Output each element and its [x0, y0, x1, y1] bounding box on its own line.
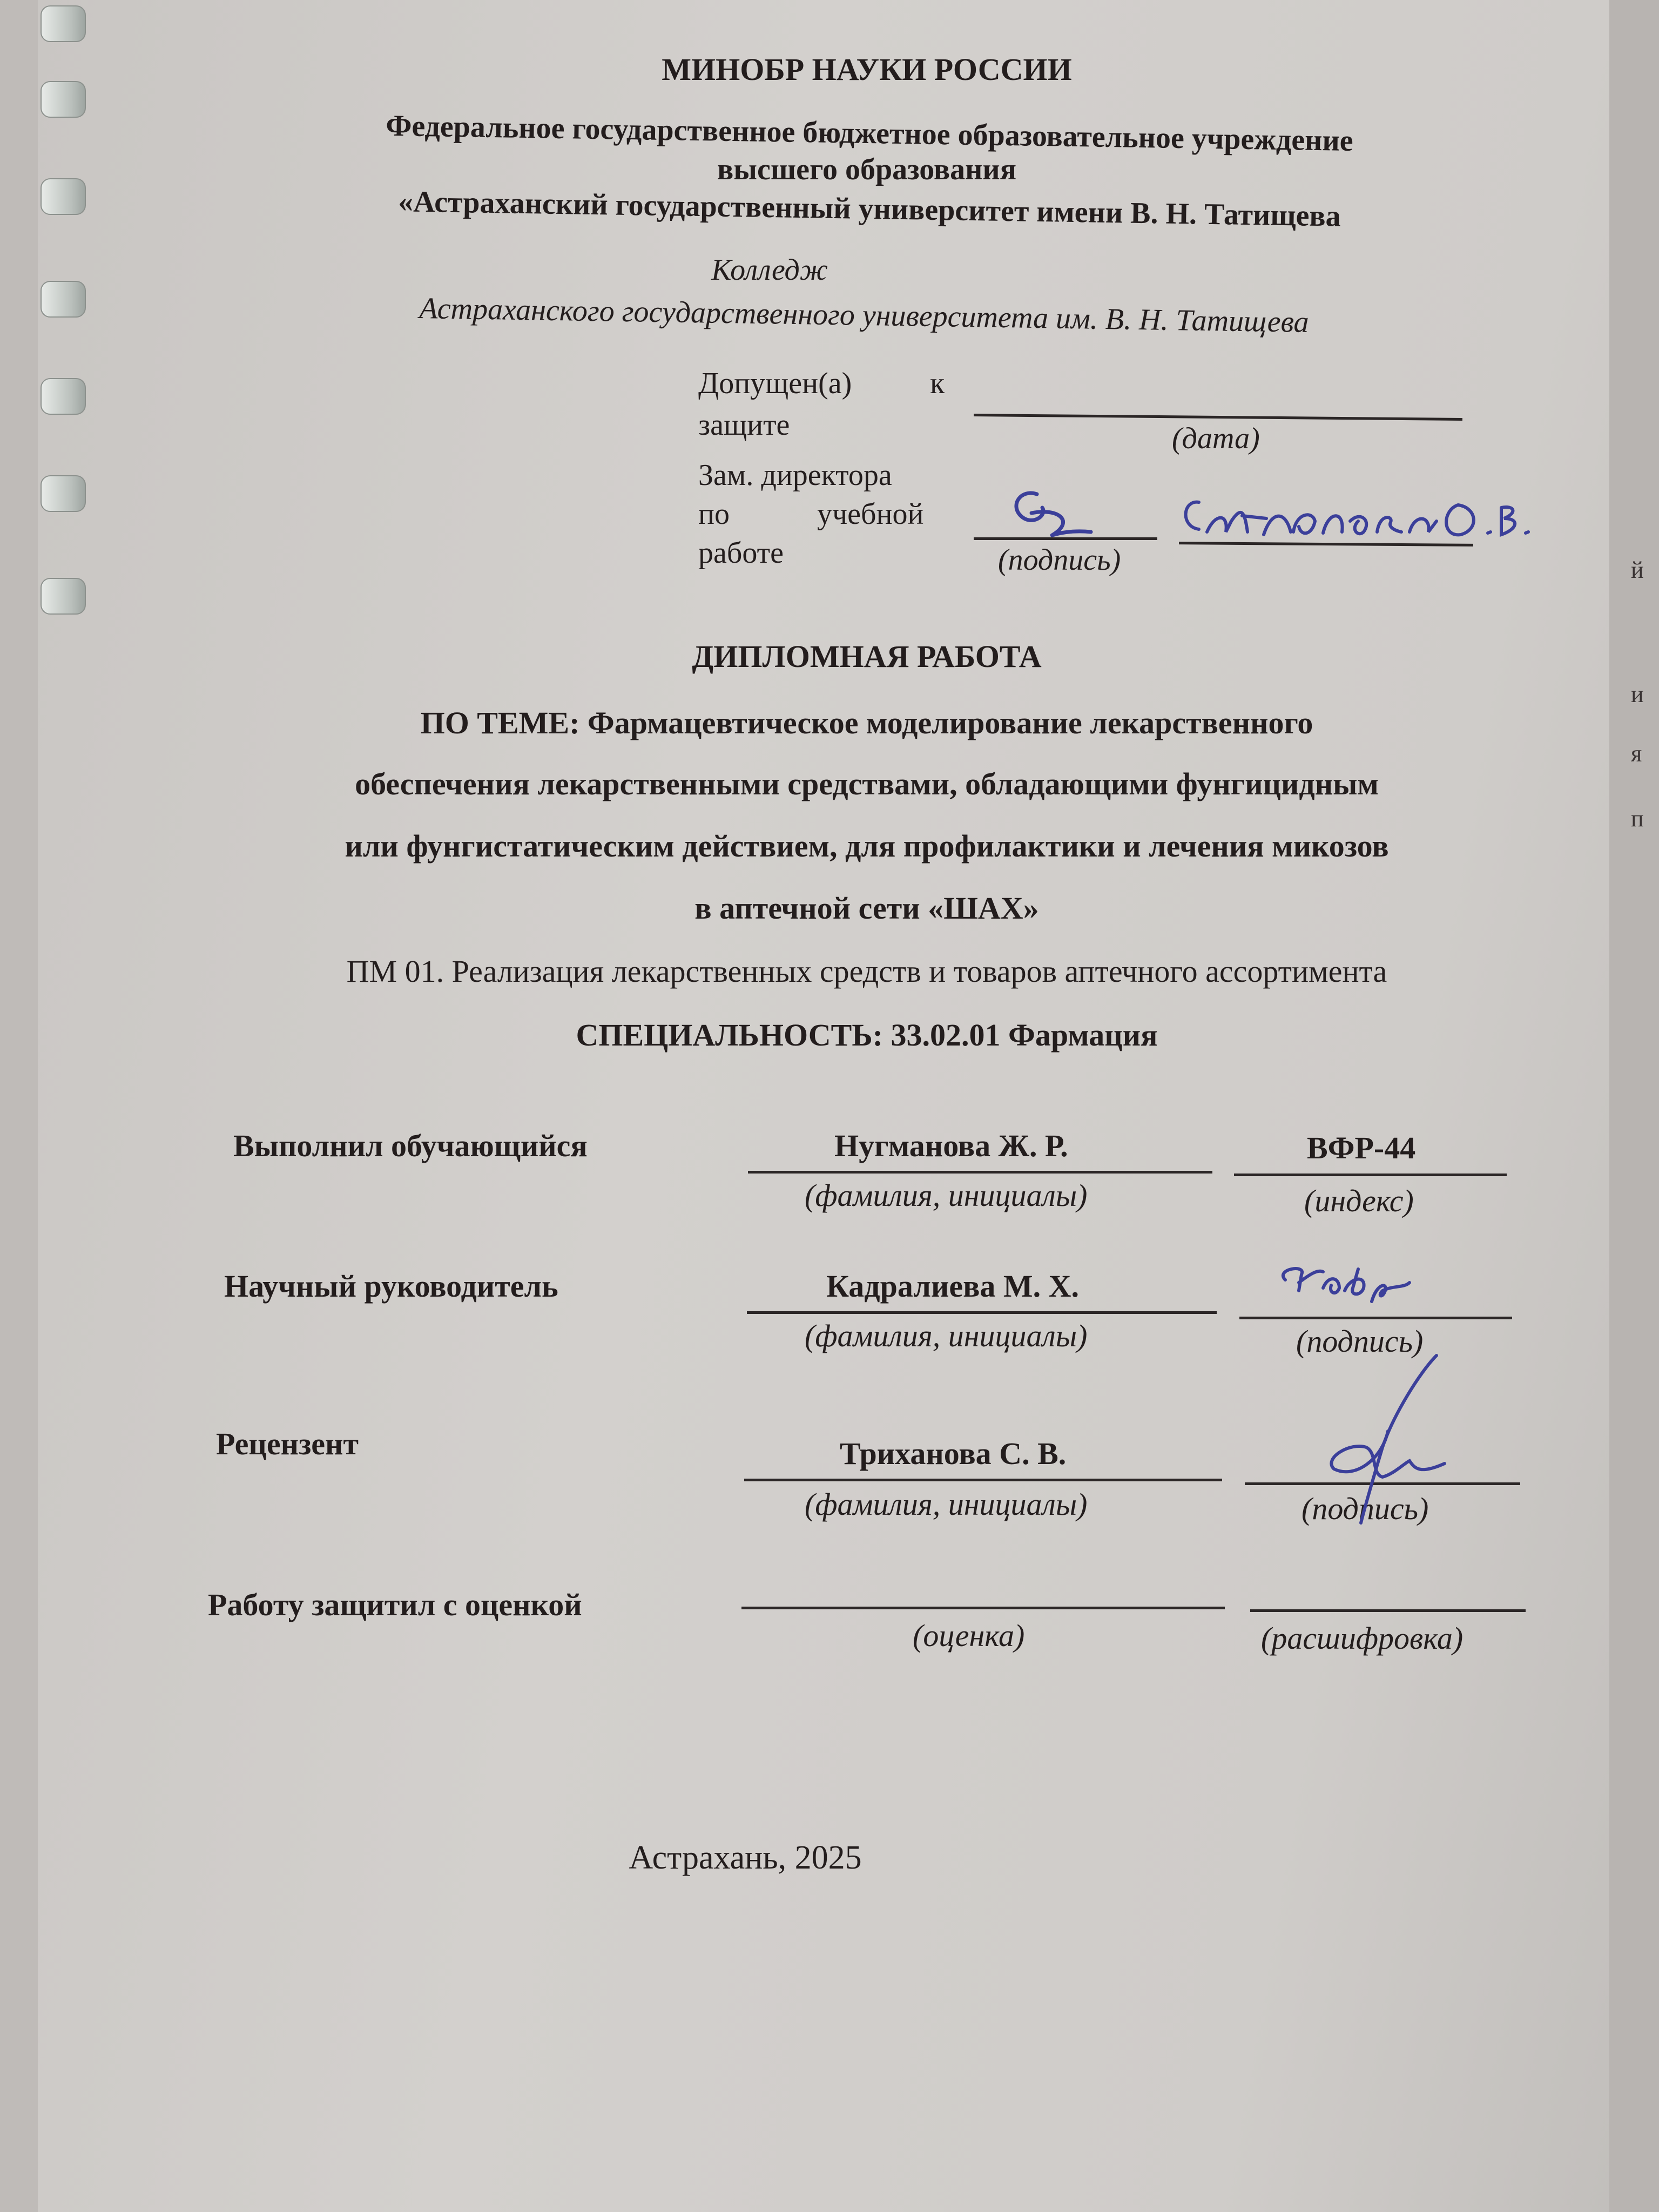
supervisor-name-line	[747, 1311, 1217, 1314]
reviewer-label: Рецензент	[216, 1426, 359, 1461]
deputy-label-uchebnoy: учебной	[817, 497, 924, 531]
deputy-label-3: работе	[698, 536, 784, 570]
topic-line-2: обеспечения лекарственными средствами, обладающими фунгицидным	[355, 766, 1379, 801]
student-name: Нугманова Ж. Р.	[834, 1128, 1068, 1163]
college-line-2: Астраханского государственного университета им. В. Н. Татищева	[419, 292, 1310, 339]
student-group: ВФР-44	[1307, 1130, 1416, 1165]
deputy-label-1: Зам. директора	[698, 458, 892, 492]
student-index-caption: (индекс)	[1304, 1183, 1414, 1218]
student-group-line	[1234, 1174, 1507, 1176]
reviewer-name-caption: (фамилия, инициалы)	[805, 1487, 1088, 1522]
institution-line-1: Федеральное государственное бюджетное образовательное учреждение	[385, 109, 1354, 158]
decoding-line	[1250, 1609, 1526, 1612]
binding-ring	[41, 475, 86, 512]
binding-ring	[41, 378, 86, 415]
binding-ring	[41, 81, 86, 118]
university-name: «Астраханский государственный университет имени В. Н. Татищева	[397, 185, 1341, 233]
binding-ring	[41, 578, 86, 615]
supervisor-name-caption: (фамилия, инициалы)	[805, 1318, 1088, 1353]
admitted-label-1: Допущен(а)	[698, 367, 852, 400]
binding-ring	[41, 178, 86, 215]
supervisor-signature-caption: (подпись)	[1296, 1324, 1424, 1359]
student-label: Выполнил обучающийся	[233, 1128, 588, 1163]
topic-line-4: в аптечной сети «ШАХ»	[694, 891, 1039, 926]
topic-line-3: или фунгистатическим действием, для профилактики и лечения микозов	[345, 828, 1389, 864]
edge-letter: й	[1631, 557, 1644, 583]
edge-letter: и	[1631, 681, 1644, 707]
reviewer-signature-caption: (подпись)	[1301, 1491, 1429, 1526]
reviewer-name-line	[744, 1479, 1222, 1481]
binding-ring	[41, 281, 86, 318]
edge-letter: п	[1631, 805, 1644, 832]
decoding-caption: (расшифровка)	[1261, 1621, 1464, 1656]
binding-ring	[41, 5, 86, 42]
grade-caption: (оценка)	[913, 1618, 1025, 1653]
grade-label: Работу защитил с оценкой	[208, 1587, 582, 1622]
student-name-caption: (фамилия, инициалы)	[805, 1178, 1088, 1213]
edge-letter: я	[1631, 740, 1642, 767]
next-page-edge	[1609, 0, 1659, 2212]
reviewer-signature	[1301, 1339, 1485, 1534]
institution-line-2: высшего образования	[717, 153, 1016, 186]
deputy-label-po: по	[698, 497, 730, 531]
college-line-1: Колледж	[711, 253, 828, 287]
date-caption: (дата)	[1172, 422, 1260, 455]
topic-line-1: ПО ТЕМЕ: Фармацевтическое моделирование лекарственного	[420, 705, 1313, 740]
specialty: СПЕЦИАЛЬНОСТЬ: 33.02.01 Фармация	[576, 1017, 1158, 1053]
work-type: ДИПЛОМНАЯ РАБОТА	[692, 639, 1042, 674]
signature-caption: (подпись)	[998, 543, 1121, 577]
grade-line	[741, 1607, 1225, 1609]
supervisor-signature	[1269, 1258, 1420, 1323]
deputy-signature-name	[1177, 489, 1534, 559]
ministry-title: МИНОБР НАУКИ РОССИИ	[662, 52, 1072, 87]
city-year: Астрахань, 2025	[629, 1839, 862, 1876]
admitted-label-2: защите	[698, 408, 790, 442]
spiral-binding	[38, 0, 86, 702]
professional-module: ПМ 01. Реализация лекарственных средств и товаров аптечного ассортимента	[346, 954, 1387, 989]
reviewer-name: Триханова С. В.	[840, 1436, 1067, 1471]
supervisor-name: Кадралиева М. Х.	[826, 1269, 1080, 1304]
deputy-signature-initial	[999, 483, 1107, 543]
student-name-line	[748, 1171, 1212, 1174]
admitted-label-k: к	[930, 367, 945, 400]
supervisor-label: Научный руководитель	[224, 1269, 558, 1304]
